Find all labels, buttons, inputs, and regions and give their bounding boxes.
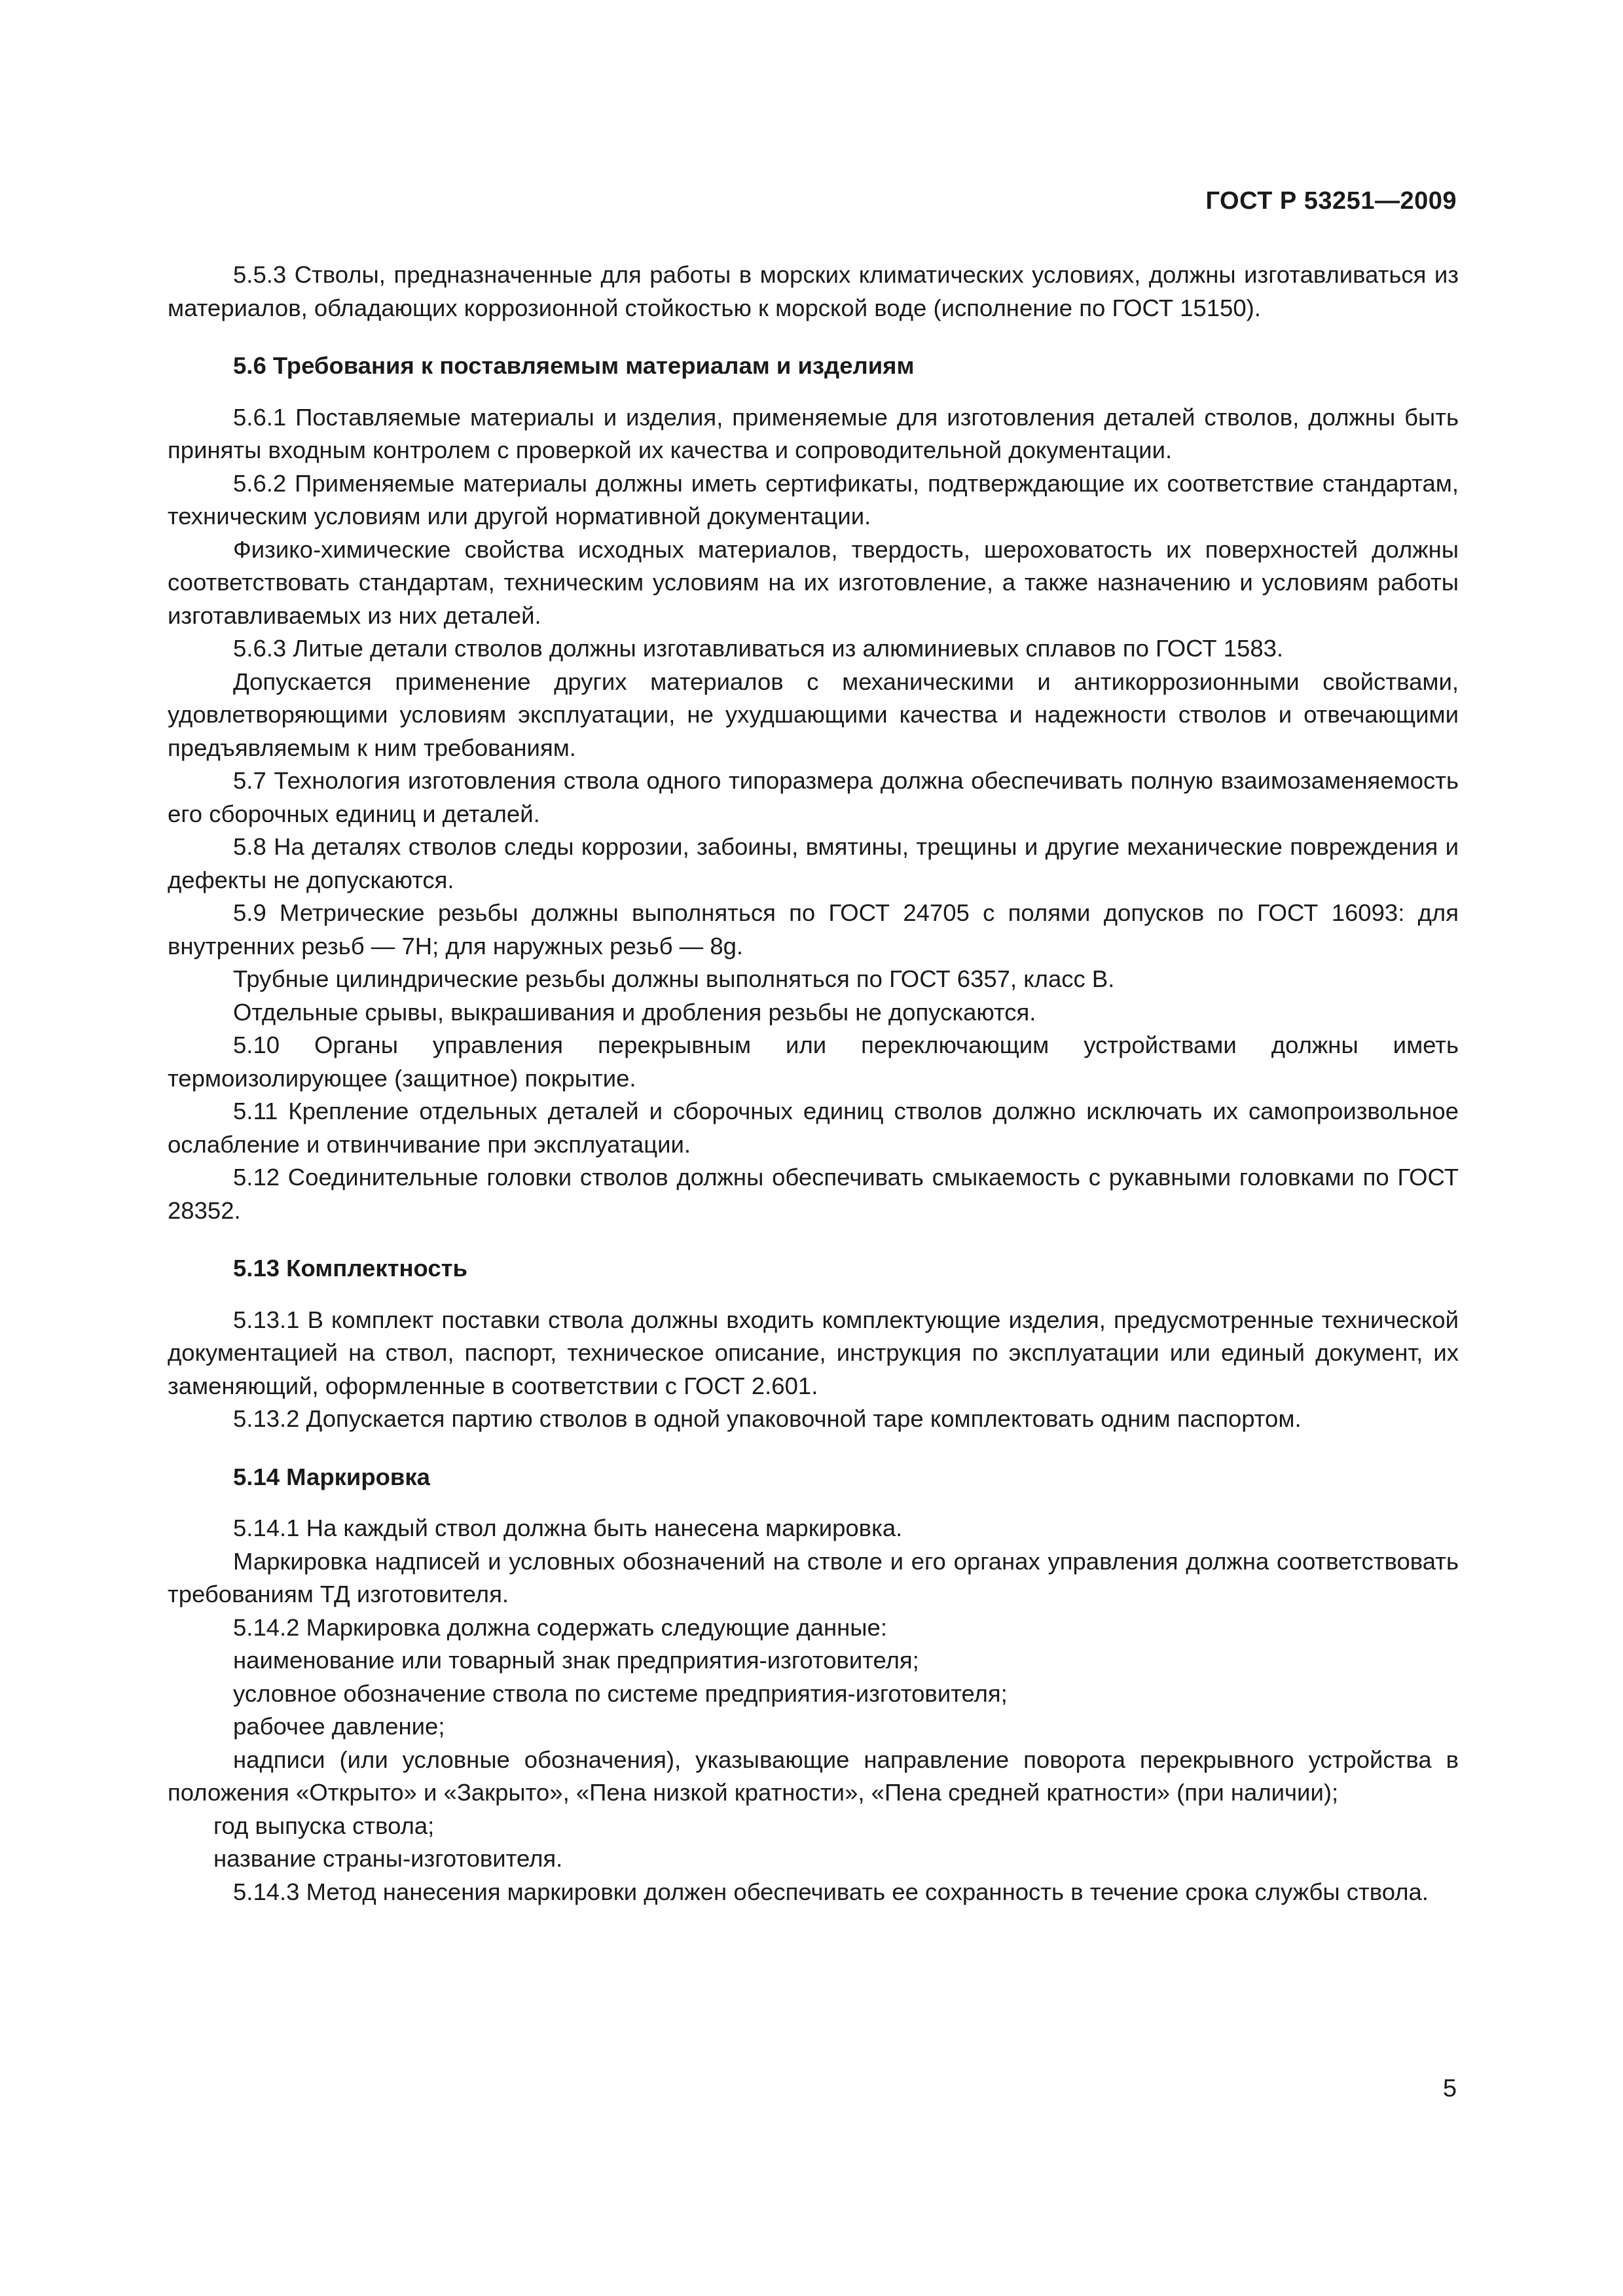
- document-code: ГОСТ Р 53251—2009: [1205, 187, 1457, 215]
- paragraph: 5.6.1 Поставляемые материалы и изделия, применяемые для изготовления деталей стволов, должны быть приняты входным контролем с проверкой их качества и сопроводительной документации.: [168, 403, 1459, 463]
- paragraph: 5.9 Метрические резьбы должны выполняться по ГОСТ 24705 с полями допусков по ГОСТ 16093: для внутренних резьб — 7Н; для наружных резьб — 8g.: [168, 899, 1459, 960]
- paragraph: 5.13.1 В комплект поставки ствола должны входить комплектующие изделия, предусмотренные технической документацией на ствол, паспорт, техническое описание, инструкция по эксплуатации или единый документ, их заменяющий, оформленные в соответствии с ГОСТ 2.601.: [168, 1306, 1459, 1399]
- list-item: надписи (или условные обозначения), указывающие направление поворота перекрывного устройства в положения «Открыто» и «Закрыто», «Пена низкой кратности», «Пена средней кратности» (при наличии);: [168, 1746, 1459, 1806]
- section-heading: 5.13 Комплектность: [233, 1255, 467, 1282]
- list-item: название страны-изготовителя.: [213, 1845, 563, 1872]
- section-heading: 5.14 Маркировка: [233, 1463, 430, 1490]
- paragraph: 5.14.2 Маркировка должна содержать следующие данные:: [233, 1613, 887, 1641]
- paragraph: 5.5.3 Стволы, предназначенные для работы в морских климатических условиях, должны изготавливаться из материалов, обладающих коррозионной стойкостью к морской воде (исполнение по ГОСТ 15150).: [168, 261, 1459, 321]
- paragraph: 5.14.3 Метод нанесения маркировки должен обеспечивать ее сохранность в течение срока службы ствола.: [233, 1878, 1429, 1905]
- paragraph: 5.11 Крепление отдельных деталей и сборочных единиц стволов должно исключать их самопроизвольное ослабление и отвинчивание при эксплуатации.: [168, 1098, 1459, 1158]
- page-number: 5: [1442, 2075, 1457, 2102]
- paragraph: Отдельные срывы, выкрашивания и дробления резьбы не допускаются.: [233, 998, 1036, 1026]
- paragraph: Маркировка надписей и условных обозначений на стволе и его органах управления должна соответствовать требованиям ТД изготовителя.: [168, 1547, 1459, 1607]
- paragraph: Трубные цилиндрические резьбы должны выполняться по ГОСТ 6357, класс В.: [233, 965, 1115, 992]
- paragraph: 5.8 На деталях стволов следы коррозии, забоины, вмятины, трещины и другие механические повреждения и дефекты не допускаются.: [168, 833, 1459, 893]
- paragraph: 5.6.3 Литые детали стволов должны изготавливаться из алюминиевых сплавов по ГОСТ 1583.: [233, 635, 1284, 662]
- section-heading: 5.6 Требования к поставляемым материалам и изделиям: [233, 352, 915, 379]
- list-item: условное обозначение ствола по системе предприятия-изготовителя;: [233, 1679, 1008, 1707]
- paragraph: Допускается применение других материалов с механическими и антикоррозионными свойствами, удовлетворяющими условиям эксплуатации, не ухудшающими качества и надежности стволов и отвечающими предъявляемым к ним требованиям.: [168, 668, 1459, 761]
- list-item: наименование или товарный знак предприятия-изготовителя;: [233, 1647, 919, 1674]
- paragraph: 5.14.1 На каждый ствол должна быть нанесена маркировка.: [233, 1515, 903, 1541]
- paragraph: 5.6.2 Применяемые материалы должны иметь сертификаты, подтверждающие их соответствие стандартам, техническим условиям или другой нормативной документации.: [168, 469, 1459, 529]
- paragraph: Физико-химические свойства исходных материалов, твердость, шероховатость их поверхностей должны соответствовать стандартам, техническим условиям на их изготовление, а также назначению и условиям работы изготавливаемых из них деталей.: [168, 535, 1459, 629]
- paragraph: 5.13.2 Допускается партию стволов в одной упаковочной таре комплектовать одним паспортом.: [233, 1405, 1302, 1432]
- list-item: рабочее давление;: [233, 1713, 445, 1740]
- paragraph: 5.7 Технология изготовления ствола одного типоразмера должна обеспечивать полную взаимозаменяемость его сборочных единиц и деталей.: [168, 767, 1459, 827]
- document-body: [168, 259, 1459, 1909]
- list-item: год выпуска ствола;: [213, 1812, 435, 1839]
- paragraph: 5.10 Органы управления перекрывным или переключающим устройствами должны иметь термоизолирующее (защитное) покрытие.: [168, 1031, 1459, 1092]
- paragraph: 5.12 Соединительные головки стволов должны обеспечивать смыкаемость с рукавными головками по ГОСТ 28352.: [168, 1164, 1459, 1224]
